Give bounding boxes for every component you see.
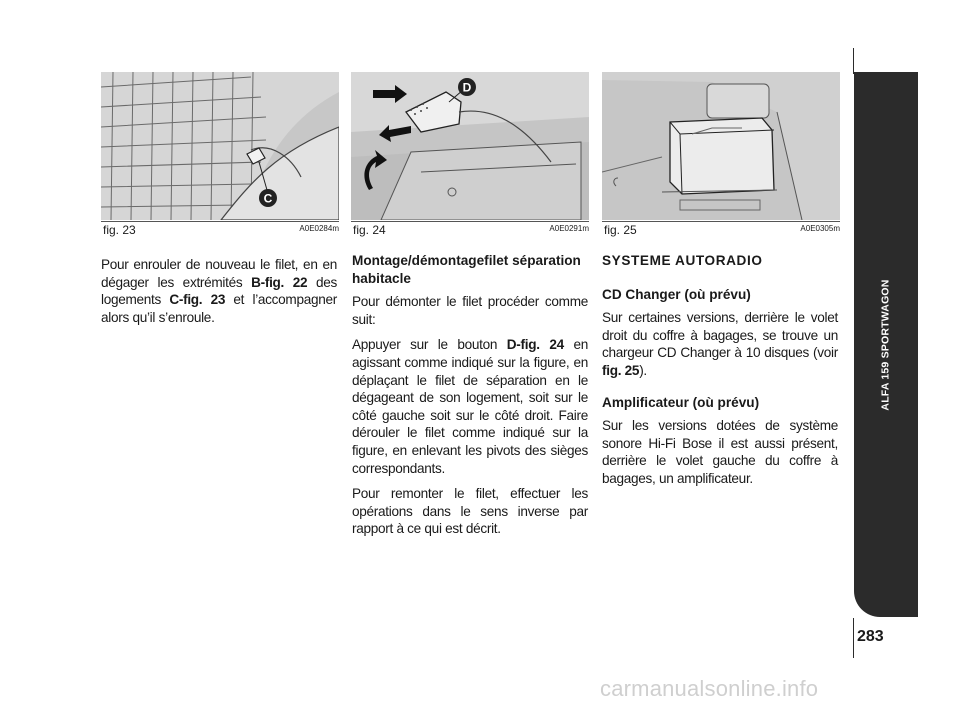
ref-d-fig-24: D-fig. 24 <box>506 337 564 353</box>
heading-net-mounting: Montage/démontagefilet séparation habitacle <box>352 253 581 286</box>
column-1-text <box>101 256 337 334</box>
figure-24-caption <box>351 221 589 237</box>
figure-23-caption <box>101 221 339 237</box>
figure-25-number: fig. 25 <box>604 223 637 237</box>
figure-24-code: A0E0291m <box>549 224 589 233</box>
callout-c: C <box>263 191 273 206</box>
column-2-text <box>352 252 588 546</box>
section-title-radio: SYSTEME AUTORADIO <box>602 253 763 268</box>
ref-c-fig-23: C-fig. 23 <box>169 292 226 308</box>
ref-b-fig-22: B-fig. 22 <box>251 274 308 290</box>
heading-cd-changer: CD Changer (où prévu) <box>602 286 751 302</box>
page-number: 283 <box>857 628 884 645</box>
paragraph-rewind-net: Pour enrouler de nouveau le filet, en en dégager les extrémités B-fig. 22 des logements C-fig. 23 et l’accompagner alors qu’il s’enroule. <box>101 257 337 325</box>
callout-d: D <box>462 80 472 95</box>
paragraph-remove-intro: Pour démonter le filet procéder comme suit: <box>352 294 588 327</box>
figure-25-code: A0E0305m <box>800 224 840 233</box>
side-tab-label: ALFA 159 SPORTWAGON <box>880 278 892 411</box>
heading-amplifier: Amplificateur (où prévu) <box>602 394 760 410</box>
tab-line-top <box>853 48 854 74</box>
figure-23-number: fig. 23 <box>103 223 136 237</box>
column-3-text <box>602 252 838 496</box>
paragraph-remove-steps: Appuyer sur le bouton D-fig. 24 en agissant comme indiqué sur la figure, en déplaçant le filet de séparation en le dégageant de son logement, soit sur le côté gauche soit sur le côté droit. Faire dérouler le filet comme indiqué sur la figure, en enlevant les pivots des sièges correspondants. <box>352 337 588 476</box>
tab-line-bottom <box>853 618 854 658</box>
figure-25-caption <box>602 221 840 237</box>
figure-25-image <box>602 72 840 220</box>
figure-24-image <box>351 72 589 220</box>
paragraph-amplifier: Sur les versions dotées de système sonore Hi-Fi Bose il est aussi présent, derrière le volet gauche du coffre à bagages, un amplificateur. <box>602 418 838 486</box>
figure-23-image <box>101 72 339 220</box>
ref-fig-25: fig. 25 <box>602 362 640 378</box>
paragraph-refit: Pour remonter le filet, effectuer les opérations dans le sens inverse par rapport à ce qui est décrit. <box>352 486 588 537</box>
figure-23-code: A0E0284m <box>299 224 339 233</box>
watermark: carmanualsonline.info <box>600 676 819 701</box>
figure-24-number: fig. 24 <box>353 223 386 237</box>
side-tab <box>854 72 918 617</box>
paragraph-cd-changer: Sur certaines versions, derrière le volet droit du coffre à bagages, se trouve un chargeur CD Changer à 10 disques (voir fig. 25). <box>602 310 838 378</box>
